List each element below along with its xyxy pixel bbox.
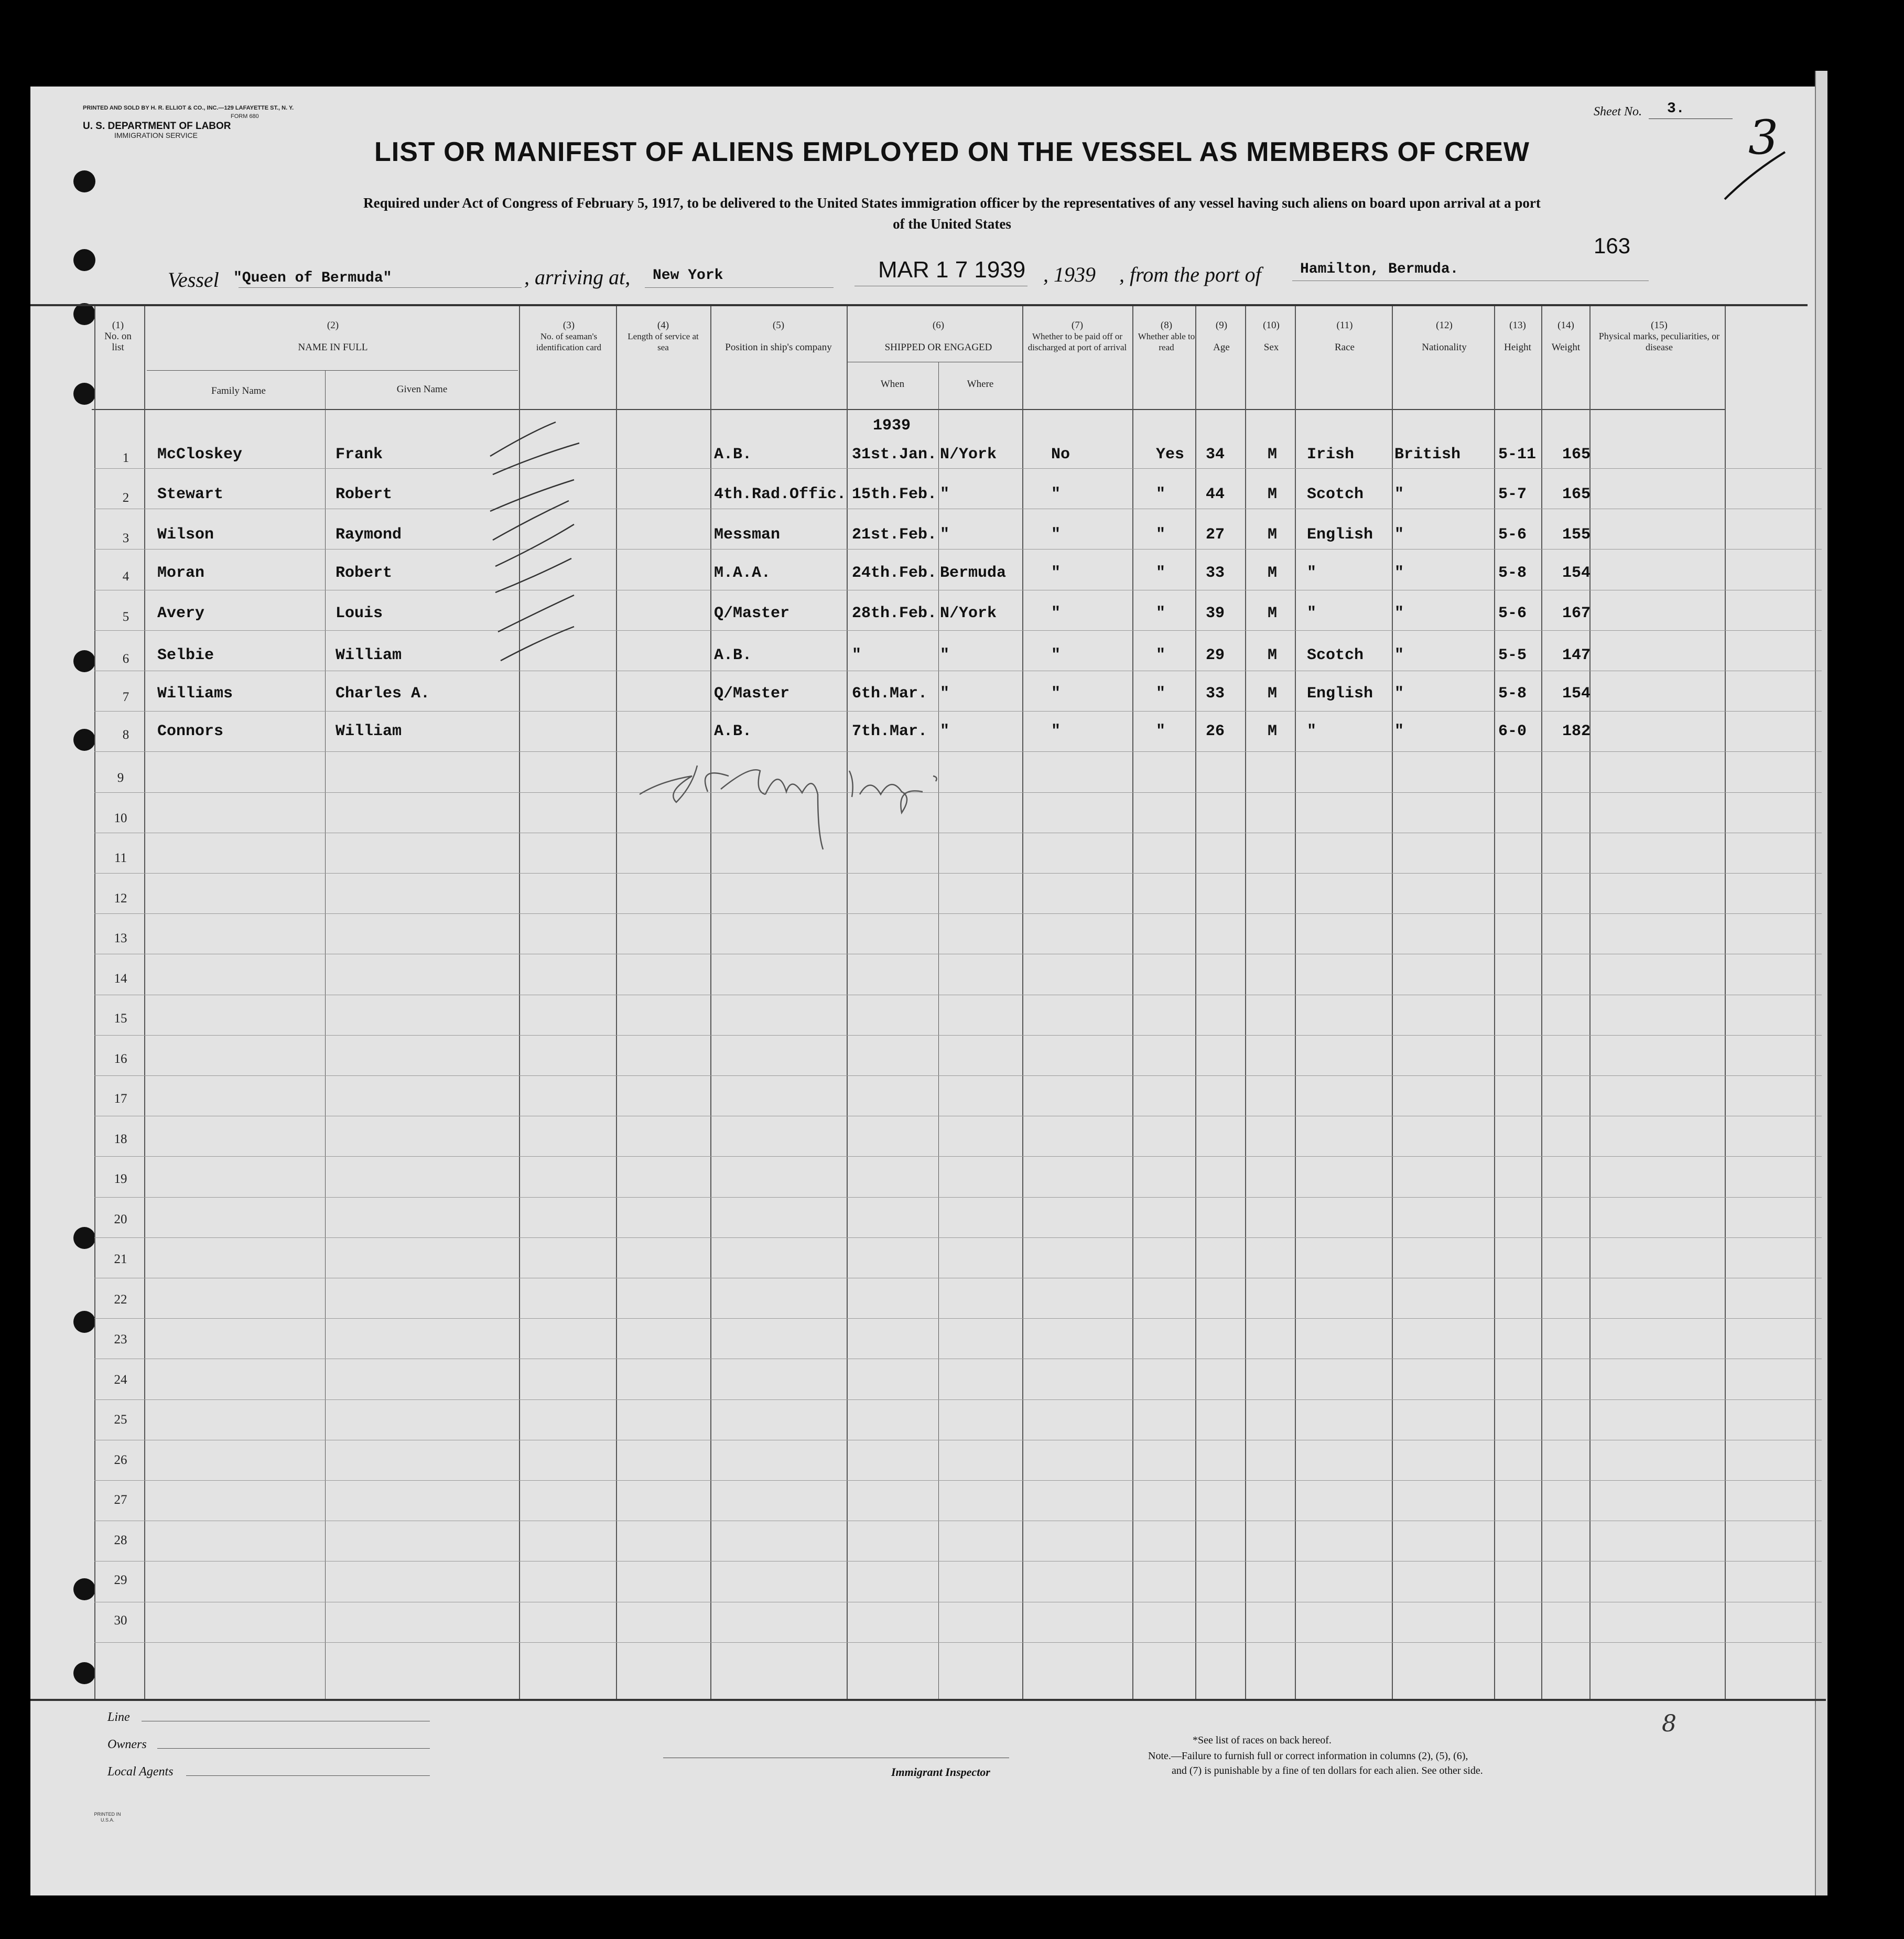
punch-hole bbox=[73, 1311, 95, 1333]
col-rule bbox=[1195, 306, 1196, 1699]
crew-weight-cell: 155 bbox=[1562, 526, 1591, 544]
row-number: 18 bbox=[114, 1132, 127, 1146]
crew-no-cell: 8 bbox=[122, 728, 129, 742]
crew-age-cell: 26 bbox=[1206, 723, 1225, 740]
row-number: 10 bbox=[114, 811, 127, 825]
crew-given-cell: Robert bbox=[336, 564, 393, 582]
crew-sex-cell: M bbox=[1268, 723, 1278, 740]
crew-where-cell: " bbox=[940, 647, 950, 664]
page-number: 163 bbox=[1594, 233, 1631, 258]
crew-height-cell: 5-6 bbox=[1498, 526, 1527, 544]
crew-read-cell: " bbox=[1156, 526, 1166, 544]
punch-hole bbox=[73, 170, 95, 192]
crew-read-cell: " bbox=[1156, 486, 1166, 503]
col-rule bbox=[1245, 306, 1246, 1699]
col11-header: (11) Race bbox=[1335, 320, 1355, 353]
corner-number: 8 bbox=[1662, 1710, 1676, 1737]
crew-nationality-cell: British bbox=[1394, 446, 1461, 464]
crew-where-cell: " bbox=[940, 723, 950, 740]
crew-paid-cell: " bbox=[1051, 486, 1061, 503]
crew-height-cell: 5-6 bbox=[1498, 605, 1527, 622]
row-number: 25 bbox=[114, 1413, 127, 1427]
crew-age-cell: 44 bbox=[1206, 486, 1225, 503]
row-number: 30 bbox=[114, 1613, 127, 1628]
col-rule bbox=[1589, 306, 1591, 1699]
row-rule bbox=[94, 873, 1822, 874]
crew-weight-cell: 167 bbox=[1562, 605, 1591, 622]
department: U. S. DEPARTMENT OF LABOR bbox=[83, 121, 231, 132]
subtitle-line-1: Required under Act of Congress of February 5, 1917, to be delivered to the United States immigration officer by the representatives of any vessel having such aliens on board upon arrival at a port bbox=[363, 195, 1541, 211]
crew-no-cell: 6 bbox=[122, 652, 129, 666]
crew-where-cell: N/York bbox=[940, 446, 997, 464]
crew-position-cell: M.A.A. bbox=[714, 564, 771, 582]
crew-position-cell: A.B. bbox=[714, 723, 752, 740]
row-number: 28 bbox=[114, 1533, 127, 1547]
crew-where-cell: N/York bbox=[940, 605, 997, 622]
col7-header: (7) Whether to be paid off or discharged at port of arrival bbox=[1027, 320, 1127, 352]
col2-divider bbox=[147, 370, 518, 371]
punch-hole bbox=[73, 249, 95, 271]
crew-paid-cell: No bbox=[1051, 446, 1070, 464]
row-number: 27 bbox=[114, 1493, 127, 1507]
crew-nationality-cell: " bbox=[1394, 723, 1404, 740]
col12-header: (12) Nationality bbox=[1422, 320, 1467, 353]
col-rule bbox=[938, 362, 939, 1699]
col13-header: (13) Height bbox=[1504, 320, 1531, 353]
crew-family-cell: Selbie bbox=[157, 647, 214, 664]
row-number: 19 bbox=[114, 1172, 127, 1186]
crew-family-cell: McCloskey bbox=[157, 446, 243, 464]
crew-family-cell: Wilson bbox=[157, 526, 214, 544]
row-rule bbox=[94, 1642, 1822, 1643]
crew-when-cell: " bbox=[852, 647, 862, 664]
crew-where-cell: " bbox=[940, 486, 950, 503]
row-rule bbox=[94, 1156, 1822, 1157]
crew-paid-cell: " bbox=[1051, 647, 1061, 664]
row-number: 17 bbox=[114, 1092, 127, 1106]
row-rule bbox=[94, 913, 1822, 914]
crew-race-cell: Scotch bbox=[1307, 647, 1364, 664]
row-number: 23 bbox=[114, 1332, 127, 1346]
given-name-header: Given Name bbox=[396, 384, 448, 395]
agents-underline bbox=[186, 1775, 430, 1776]
crew-race-cell: Scotch bbox=[1307, 486, 1364, 503]
crew-where-cell: " bbox=[940, 526, 950, 544]
crew-no-cell: 4 bbox=[122, 569, 129, 584]
crew-position-cell: 4th.Rad.Offic. bbox=[714, 486, 847, 503]
col15-header: (15) Physical marks, peculiarities, or disease bbox=[1598, 320, 1720, 352]
crew-given-cell: Charles A. bbox=[336, 685, 430, 703]
crew-position-cell: A.B. bbox=[714, 446, 752, 464]
page-title: LIST OR MANIFEST OF ALIENS EMPLOYED ON THE VESSEL AS MEMBERS OF CREW bbox=[374, 137, 1530, 167]
page-edge bbox=[1815, 71, 1827, 1895]
crew-read-cell: " bbox=[1156, 564, 1166, 582]
arriving-label: , arriving at, bbox=[524, 265, 631, 289]
crew-sex-cell: M bbox=[1268, 564, 1278, 582]
row-rule bbox=[94, 630, 1822, 631]
owners-label: Owners bbox=[107, 1738, 147, 1751]
line-label: Line bbox=[107, 1710, 130, 1724]
crew-nationality-cell: " bbox=[1394, 526, 1404, 544]
crew-sex-cell: M bbox=[1268, 605, 1278, 622]
crew-where-cell: " bbox=[940, 685, 950, 703]
row-number: 20 bbox=[114, 1212, 127, 1226]
crew-age-cell: 27 bbox=[1206, 526, 1225, 544]
crew-nationality-cell: " bbox=[1394, 647, 1404, 664]
row-rule bbox=[94, 468, 1822, 469]
row-rule bbox=[94, 549, 1822, 550]
crew-position-cell: Messman bbox=[714, 526, 781, 544]
row-rule bbox=[94, 1318, 1822, 1319]
punch-hole bbox=[73, 303, 95, 325]
crew-height-cell: 5-8 bbox=[1498, 685, 1527, 703]
row-number: 26 bbox=[114, 1452, 127, 1467]
crew-position-cell: A.B. bbox=[714, 647, 752, 664]
row-number: 22 bbox=[114, 1292, 127, 1307]
col6-header: (6) SHIPPED OR ENGAGED bbox=[884, 320, 992, 353]
col-rule bbox=[710, 306, 711, 1699]
crew-when-cell: 15th.Feb. bbox=[852, 486, 937, 503]
crew-height-cell: 5-7 bbox=[1498, 486, 1527, 503]
crew-when-cell: 24th.Feb. bbox=[852, 564, 937, 582]
from-label: , from the port of bbox=[1119, 263, 1261, 286]
crew-nationality-cell: " bbox=[1394, 564, 1404, 582]
crew-nationality-cell: " bbox=[1394, 605, 1404, 622]
crew-age-cell: 34 bbox=[1206, 446, 1225, 464]
crew-position-cell: Q/Master bbox=[714, 685, 790, 703]
crew-read-cell: " bbox=[1156, 723, 1166, 740]
col-rule bbox=[1132, 306, 1133, 1699]
col-rule bbox=[1295, 306, 1296, 1699]
crew-height-cell: 5-5 bbox=[1498, 647, 1527, 664]
crew-paid-cell: " bbox=[1051, 723, 1061, 740]
crew-where-cell: Bermuda bbox=[940, 564, 1007, 582]
crew-race-cell: English bbox=[1307, 685, 1373, 703]
table-bottom-border bbox=[30, 1699, 1826, 1701]
crew-given-cell: William bbox=[336, 647, 402, 664]
crew-read-cell: " bbox=[1156, 647, 1166, 664]
crew-paid-cell: " bbox=[1051, 526, 1061, 544]
col-rule bbox=[1494, 306, 1495, 1699]
col-rule bbox=[1541, 306, 1542, 1699]
crew-given-cell: Raymond bbox=[336, 526, 402, 544]
crew-given-cell: Louis bbox=[336, 605, 383, 622]
crew-family-cell: Avery bbox=[157, 605, 205, 622]
punch-hole bbox=[73, 1662, 95, 1684]
crew-when-cell: 31st.Jan. bbox=[852, 446, 937, 464]
row-rule bbox=[94, 1197, 1822, 1198]
crew-when-cell: 28th.Feb. bbox=[852, 605, 937, 622]
row-number: 21 bbox=[114, 1252, 127, 1266]
corner-mark: 3 bbox=[1748, 110, 1779, 165]
family-name-header: Family Name bbox=[211, 385, 266, 396]
col-rule bbox=[616, 306, 617, 1699]
crew-age-cell: 33 bbox=[1206, 685, 1225, 703]
row-rule bbox=[94, 1399, 1822, 1400]
inspector-signature bbox=[629, 745, 1007, 860]
note-line-2: and (7) is punishable by a fine of ten dollars for each alien. See other side. bbox=[1172, 1765, 1483, 1776]
crew-age-cell: 33 bbox=[1206, 564, 1225, 582]
crew-race-cell: " bbox=[1307, 605, 1317, 622]
col9-header: (9) Age bbox=[1213, 320, 1230, 353]
crew-height-cell: 5-8 bbox=[1498, 564, 1527, 582]
crew-no-cell: 5 bbox=[122, 610, 129, 624]
col14-header: (14) Weight bbox=[1551, 320, 1581, 353]
crew-sex-cell: M bbox=[1268, 647, 1278, 664]
arriving-underline bbox=[645, 287, 834, 288]
vessel-underline bbox=[239, 287, 522, 288]
crew-race-cell: " bbox=[1307, 564, 1317, 582]
races-note: *See list of races on back hereof. bbox=[1193, 1735, 1332, 1746]
row-rule bbox=[94, 1035, 1822, 1036]
col-rule bbox=[847, 306, 848, 1699]
crew-read-cell: " bbox=[1156, 605, 1166, 622]
row-number: 29 bbox=[114, 1573, 127, 1587]
crew-weight-cell: 165 bbox=[1562, 486, 1591, 503]
crew-sex-cell: M bbox=[1268, 685, 1278, 703]
when-header: When bbox=[880, 379, 905, 390]
crew-family-cell: Moran bbox=[157, 564, 205, 582]
punch-hole bbox=[73, 1227, 95, 1249]
row-number: 14 bbox=[114, 971, 127, 986]
row-number: 16 bbox=[114, 1051, 127, 1066]
row-number: 24 bbox=[114, 1372, 127, 1387]
vessel-name: "Queen of Bermuda" bbox=[233, 270, 392, 286]
note-line-1: Note.—Failure to furnish full or correct information in columns (2), (5), (6), bbox=[1148, 1750, 1468, 1762]
year-label: , 1939 bbox=[1043, 263, 1096, 286]
crew-race-cell: Irish bbox=[1307, 446, 1355, 464]
crew-given-cell: Frank bbox=[336, 446, 383, 464]
crew-no-cell: 1 bbox=[122, 451, 129, 465]
crew-age-cell: 39 bbox=[1206, 605, 1225, 622]
crew-weight-cell: 182 bbox=[1562, 723, 1591, 740]
col8-header: (8) Whether able to read bbox=[1138, 320, 1195, 352]
crew-when-cell: 7th.Mar. bbox=[852, 723, 928, 740]
owners-underline bbox=[157, 1748, 430, 1749]
crew-paid-cell: " bbox=[1051, 564, 1061, 582]
crew-given-cell: William bbox=[336, 723, 402, 740]
col2-header: (2) NAME IN FULL bbox=[298, 320, 368, 353]
crew-weight-cell: 165 bbox=[1562, 446, 1591, 464]
crew-when-cell: 21st.Feb. bbox=[852, 526, 937, 544]
crew-no-cell: 3 bbox=[122, 531, 129, 545]
service: IMMIGRATION SERVICE bbox=[114, 131, 198, 139]
col1-header: (1) No. on list bbox=[104, 320, 132, 353]
local-agents-label: Local Agents bbox=[107, 1765, 174, 1779]
where-header: Where bbox=[967, 379, 994, 390]
crew-weight-cell: 154 bbox=[1562, 685, 1591, 703]
crew-weight-cell: 154 bbox=[1562, 564, 1591, 582]
crew-nationality-cell: " bbox=[1394, 486, 1404, 503]
header-bottom-border bbox=[92, 409, 1725, 410]
crew-height-cell: 6-0 bbox=[1498, 723, 1527, 740]
crew-height-cell: 5-11 bbox=[1498, 446, 1537, 464]
row-rule bbox=[94, 1075, 1822, 1076]
crew-when-cell: 6th.Mar. bbox=[852, 685, 928, 703]
inspector-label: Immigrant Inspector bbox=[891, 1765, 990, 1779]
crew-read-cell: " bbox=[1156, 685, 1166, 703]
subtitle-line-2: of the United States bbox=[893, 216, 1011, 232]
crew-nationality-cell: " bbox=[1394, 685, 1404, 703]
crew-sex-cell: M bbox=[1268, 486, 1278, 503]
row-number: 15 bbox=[114, 1011, 127, 1026]
crew-no-cell: 7 bbox=[122, 690, 129, 704]
arriving-port: New York bbox=[653, 267, 723, 284]
crew-read-cell: Yes bbox=[1156, 446, 1185, 464]
row-rule bbox=[94, 711, 1822, 712]
form-number: FORM 680 bbox=[231, 113, 259, 120]
row-number: 13 bbox=[114, 931, 127, 945]
row-rule bbox=[94, 1237, 1822, 1238]
col-rule bbox=[94, 306, 95, 1699]
col-rule bbox=[144, 306, 145, 1699]
row-rule bbox=[94, 1480, 1822, 1481]
manifest-sheet bbox=[30, 87, 1826, 1895]
punch-hole bbox=[73, 650, 95, 672]
col4-header: (4) Length of service at sea bbox=[628, 320, 699, 352]
crew-race-cell: " bbox=[1307, 723, 1317, 740]
col-rule bbox=[1022, 306, 1023, 1699]
col-rule bbox=[1392, 306, 1393, 1699]
crew-family-cell: Williams bbox=[157, 685, 233, 703]
sheet-number: 3. bbox=[1667, 101, 1685, 117]
crew-sex-cell: M bbox=[1268, 446, 1278, 464]
vessel-label: Vessel bbox=[168, 268, 219, 292]
punch-hole bbox=[73, 1578, 95, 1600]
crew-sex-cell: M bbox=[1268, 526, 1278, 544]
col5-header: (5) Position in ship's company bbox=[725, 320, 832, 353]
printed-mark: PRINTED IN U.S.A. bbox=[94, 1812, 121, 1823]
crew-race-cell: English bbox=[1307, 526, 1373, 544]
punch-hole bbox=[73, 729, 95, 751]
crew-position-cell: Q/Master bbox=[714, 605, 790, 622]
sheet-label: Sheet No. bbox=[1594, 105, 1642, 119]
crew-paid-cell: " bbox=[1051, 605, 1061, 622]
crew-given-cell: Robert bbox=[336, 486, 393, 503]
crew-age-cell: 29 bbox=[1206, 647, 1225, 664]
col-rule bbox=[1725, 306, 1726, 1699]
crew-weight-cell: 147 bbox=[1562, 647, 1591, 664]
date-stamp: MAR 1 7 1939 bbox=[878, 257, 1026, 283]
crew-family-cell: Stewart bbox=[157, 486, 224, 503]
year-note: 1939 bbox=[873, 417, 911, 435]
col3-header: (3) No. of seaman's identification card bbox=[536, 320, 602, 352]
row-number: 9 bbox=[117, 771, 124, 785]
crew-paid-cell: " bbox=[1051, 685, 1061, 703]
row-number: 12 bbox=[114, 891, 127, 906]
crew-no-cell: 2 bbox=[122, 491, 129, 505]
punch-hole bbox=[73, 383, 95, 405]
from-port: Hamilton, Bermuda. bbox=[1300, 261, 1459, 277]
crew-family-cell: Connors bbox=[157, 723, 224, 740]
handwritten-slashes bbox=[482, 414, 608, 750]
printer-line: PRINTED AND SOLD BY H. R. ELLIOT & CO., INC.—129 LAFAYETTE ST., N. Y. bbox=[83, 105, 294, 111]
col10-header: (10) Sex bbox=[1263, 320, 1280, 353]
row-number: 11 bbox=[114, 851, 127, 865]
